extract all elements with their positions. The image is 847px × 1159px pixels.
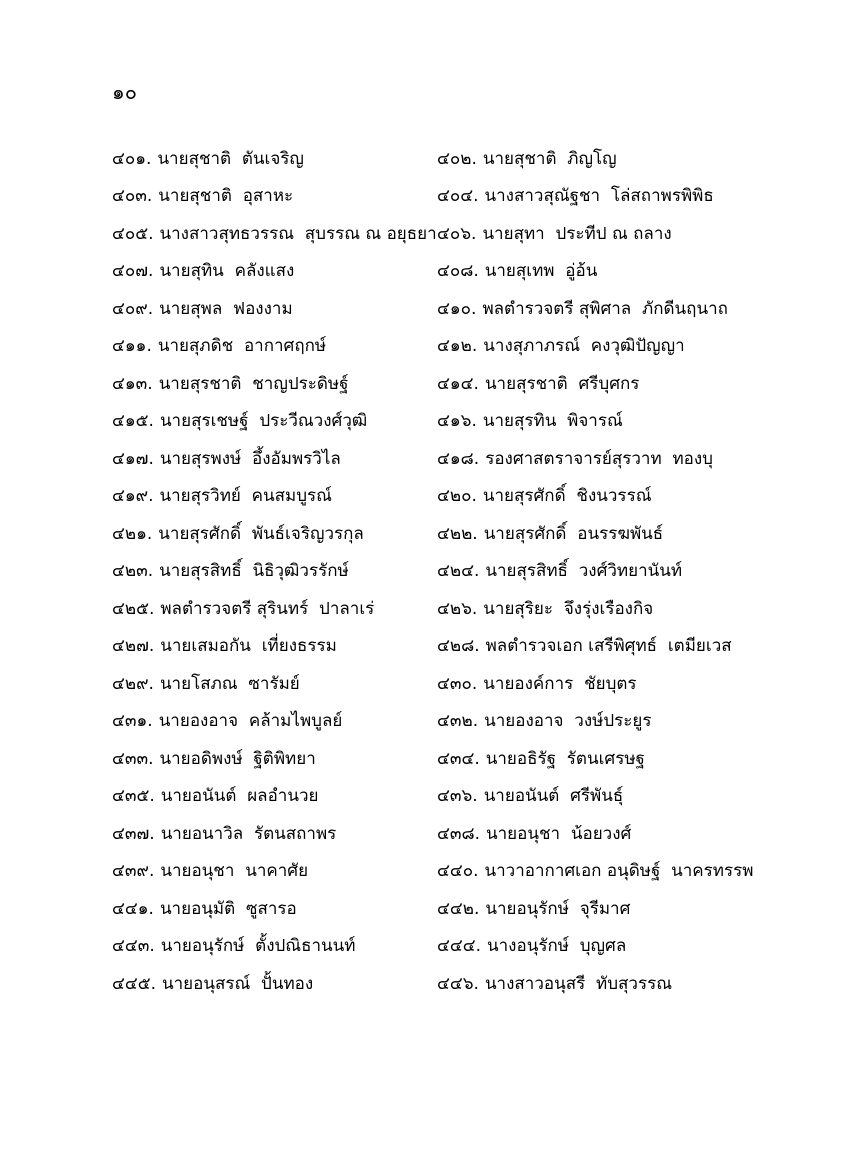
entry-name: นายสุริยะ จึงรุ่งเรืองกิจ (483, 598, 654, 619)
name-row (112, 628, 772, 666)
entry-number: ๔๑๙. (112, 486, 154, 507)
entry-number: ๔๒๔. (437, 561, 480, 582)
list-item (112, 372, 437, 396)
name-row (112, 928, 772, 966)
entry-number: ๔๑๔. (437, 373, 479, 394)
list-item (112, 709, 437, 733)
entry-number: ๔๒๐. (437, 486, 477, 507)
entry-number: ๔๒๓. (112, 561, 154, 582)
entry-number: ๔๔๓. (112, 936, 155, 957)
list-item (437, 784, 772, 808)
entry-name: นายสุชาติ ตันเจริญ (157, 148, 304, 169)
entry-number: ๔๓๒. (437, 711, 479, 732)
list-item (437, 297, 772, 321)
list-item (112, 559, 437, 583)
entry-number: ๔๔๔. (437, 936, 482, 957)
list-item (112, 859, 437, 883)
list-item (112, 297, 437, 321)
list-item (437, 972, 772, 996)
entry-number: ๔๐๑. (112, 148, 152, 169)
entry-name: พลตำรวจตรี สุพิศาล ภักดีนฤนาถ (482, 298, 728, 319)
entry-number: ๔๓๑. (112, 711, 153, 732)
name-row (112, 215, 772, 253)
name-row (112, 815, 772, 853)
entry-name: นายสุทิน คลังแสง (159, 261, 295, 282)
entry-name: พลตำรวจตรี สุรินทร์ ปาลาเร่ (160, 598, 375, 619)
entry-name: นางสาวสุณัฐชา โล่สถาพรพิพิธ (484, 186, 714, 207)
entry-number: ๔๔๒. (437, 898, 480, 919)
list-item (112, 222, 437, 246)
list-item (437, 897, 772, 921)
entry-number: ๔๓๖. (437, 786, 478, 807)
entry-number: ๔๓๐. (437, 673, 478, 694)
entry-number: ๔๔๕. (112, 973, 157, 994)
entry-number: ๔๑๐. (437, 298, 477, 319)
entry-name: นายสุทา ประทีป ณ ถลาง (482, 223, 672, 244)
name-row (112, 890, 772, 928)
list-item (437, 634, 772, 658)
entry-name: นายเสมอกัน เที่ยงธรรม (160, 636, 337, 657)
entry-name: นางสุภาภรณ์ คงวุฒิปัญญา (483, 336, 685, 357)
name-row (112, 553, 772, 591)
entry-name: นายอนุรักษ์ จุรีมาศ (485, 898, 631, 919)
entry-name: นายอดิพงษ์ ฐิติพิทยา (159, 748, 316, 769)
entry-number: ๔๒๙. (112, 673, 154, 694)
entry-name: นายองค์การ ชัยบุตร (483, 673, 637, 694)
entry-name: นายสุเทพ อู่อ้น (484, 261, 598, 282)
entry-number: ๔๐๙. (112, 298, 154, 319)
list-item (437, 447, 772, 471)
entry-number: ๔๒๗. (112, 636, 155, 657)
entry-number: ๔๑๕. (112, 411, 154, 432)
entry-number: ๔๓๕. (112, 786, 155, 807)
name-row (112, 253, 772, 291)
entry-number: ๔๔๐. (437, 861, 479, 882)
entry-name: นายอนุรักษ์ ตั้งปณิธานนท์ (160, 936, 356, 957)
list-item (437, 334, 772, 358)
list-item (112, 934, 437, 958)
entry-name: นายอนุชา นาคาศัย (160, 861, 309, 882)
entry-name: นายสุรศักดิ์ ชิงนวรรณ์ (482, 486, 652, 507)
entry-name: นายองอาจ คล้ามไพบูลย์ (158, 711, 343, 732)
entry-name: นายสุรชาติ ศรีบุศกร (484, 373, 640, 394)
entry-name: นายอธิรัฐ รัตนเศรษฐ (485, 748, 645, 769)
entry-number: ๔๓๙. (112, 861, 155, 882)
entry-name: นายสุรเชษฐ์ ประวีณวงศ์วุฒิ (159, 411, 368, 432)
list-item (437, 484, 772, 508)
list-item (112, 784, 437, 808)
entry-name: นายอนาวิล รัตนสถาพร (160, 823, 337, 844)
list-item (112, 747, 437, 771)
entry-name: พลตำรวจเอก เสรีพิศุทธ์ เตมียเวส (485, 636, 732, 657)
name-row (112, 478, 772, 516)
entry-name: นาวาอากาศเอก อนุดิษฐ์ นาครทรรพ (484, 861, 754, 882)
entry-name: นายอนันต์ ศรีพันธุ์ (483, 786, 624, 807)
name-row (112, 178, 772, 216)
entry-number: ๔๐๓. (112, 186, 153, 207)
list-item (437, 747, 772, 771)
list-item (112, 409, 437, 433)
entry-name: นายสุชาติ อุสาหะ (158, 186, 294, 207)
list-item (437, 672, 772, 696)
name-row (112, 140, 772, 178)
list-item (112, 597, 437, 621)
entry-number: ๔๐๒. (437, 148, 477, 169)
entry-number: ๔๑๒. (437, 336, 478, 357)
entry-number: ๔๐๘. (437, 261, 479, 282)
list-item (437, 934, 772, 958)
list-item (437, 597, 772, 621)
list-item (437, 372, 772, 396)
list-item (437, 184, 772, 208)
entry-number: ๔๑๗. (112, 448, 154, 469)
entry-name: นายอนุชา น้อยวงศ์ (486, 823, 632, 844)
entry-name: นางสาวสุทธวรรณ สุบรรณ ณ อยุธยา (159, 223, 437, 244)
entry-number: ๔๒๘. (437, 636, 480, 657)
list-item (437, 409, 772, 433)
page-number: ๑๐ (112, 80, 137, 104)
list-item (112, 634, 437, 658)
list-item (437, 259, 772, 283)
name-row (112, 703, 772, 741)
entry-number: ๔๑๑. (112, 336, 152, 357)
list-item (112, 822, 437, 846)
list-item (112, 672, 437, 696)
list-item (437, 222, 772, 246)
entry-name: นางสาวอนุสรี ทับสุวรรณ (484, 973, 672, 994)
name-row (112, 778, 772, 816)
name-row (112, 590, 772, 628)
entry-number: ๔๒๑. (112, 523, 153, 544)
entry-name: นายอนุสรณ์ ปั้นทอง (162, 973, 314, 994)
list-item (112, 259, 437, 283)
entry-name: นายสุรศักดิ์ อนรรฆพันธ์ (483, 523, 664, 544)
list-item (437, 822, 772, 846)
entry-name: นายโสภณ ซารัมย์ (159, 673, 300, 694)
list-item (112, 484, 437, 508)
entry-name: นายสุรศักดิ์ พันธ์เจริญวรกุล (158, 523, 364, 544)
name-row (112, 328, 772, 366)
entry-name: นายสุรทิน พิจารณ์ (482, 411, 623, 432)
entry-number: ๔๐๕. (112, 223, 154, 244)
entry-number: ๔๓๗. (112, 823, 155, 844)
name-list (112, 140, 772, 1003)
name-row (112, 440, 772, 478)
list-item (112, 147, 437, 171)
entry-name: นางอนุรักษ์ บุญศล (487, 936, 627, 957)
name-row (112, 965, 772, 1003)
list-item (112, 334, 437, 358)
entry-name: นายสุรสิทธิ์ นิธิวุฒิวรรักษ์ (159, 561, 349, 582)
name-row (112, 365, 772, 403)
list-item (112, 447, 437, 471)
entry-number: ๔๔๑. (112, 898, 154, 919)
entry-number: ๔๐๖. (437, 223, 477, 244)
entry-name: นายอนันต์ ผลอำนวย (160, 786, 319, 807)
entry-number: ๔๑๓. (112, 373, 153, 394)
entry-number: ๔๒๕. (112, 598, 155, 619)
name-row (112, 853, 772, 891)
name-row (112, 740, 772, 778)
list-item (437, 859, 772, 883)
entry-name: นายสุชาติ ภิญโญ (482, 148, 617, 169)
entry-number: ๔๑๘. (437, 448, 480, 469)
entry-name: นายสุรสิทธิ์ วงศ์วิทยานันท์ (485, 561, 683, 582)
list-item (437, 709, 772, 733)
entry-name: นายสุรพงษ์ อึ้งอัมพรวิไล (159, 448, 341, 469)
name-row (112, 403, 772, 441)
entry-number: ๔๐๔. (437, 186, 479, 207)
entry-number: ๔๓๔. (437, 748, 480, 769)
entry-number: ๔๔๖. (437, 973, 479, 994)
entry-name: นายสุรวิทย์ คนสมบูรณ์ (159, 486, 332, 507)
list-item (437, 522, 772, 546)
entry-name: รองศาสตราจารย์สุรวาท ทองบุ (485, 448, 713, 469)
entry-number: ๔๓๘. (437, 823, 481, 844)
name-row (112, 290, 772, 328)
entry-number: ๔๒๖. (437, 598, 478, 619)
entry-name: นายสุรชาติ ชาญประดิษฐ์ (158, 373, 349, 394)
name-row (112, 665, 772, 703)
entry-number: ๔๑๖. (437, 411, 477, 432)
name-row (112, 515, 772, 553)
entry-name: นายสุภดิช อากาศฤกษ์ (157, 336, 327, 357)
list-item (437, 559, 772, 583)
entry-number: ๔๓๓. (112, 748, 154, 769)
list-item (112, 897, 437, 921)
entry-number: ๔๐๗. (112, 261, 154, 282)
entry-name: นายอนุมัติ ซูสารอ (159, 898, 297, 919)
list-item (112, 522, 437, 546)
list-item (437, 147, 772, 171)
entry-name: นายสุพล ฟองงาม (159, 298, 293, 319)
list-item (112, 972, 437, 996)
entry-number: ๔๒๒. (437, 523, 478, 544)
list-item (112, 184, 437, 208)
entry-name: นายองอาจ วงษ์ประยูร (484, 711, 652, 732)
